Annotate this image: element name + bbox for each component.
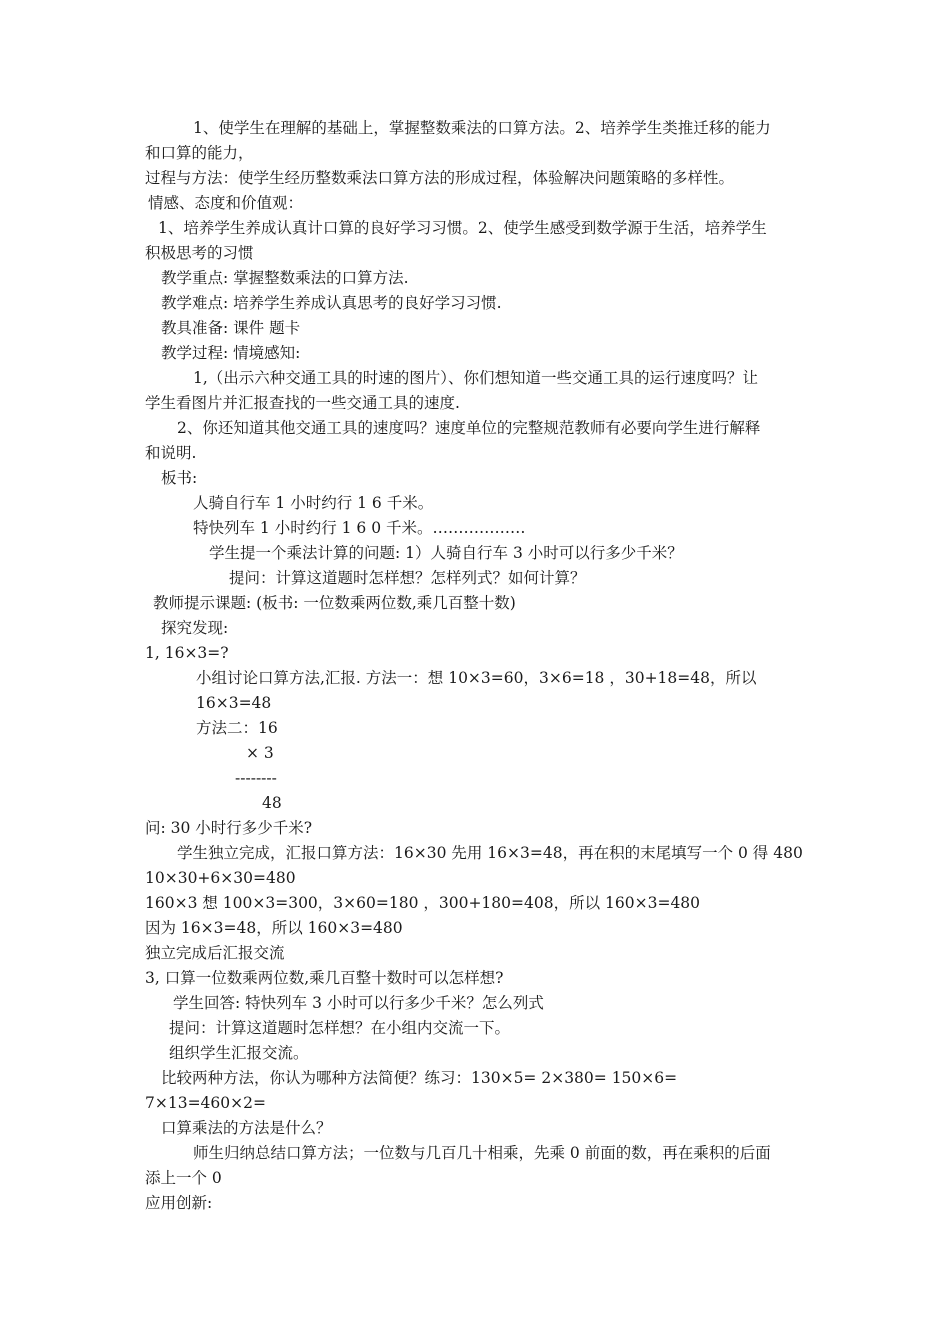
text-line: 教学难点: 培养学生养成认真思考的良好学习习惯. (161, 294, 502, 312)
text-line: 和说明. (145, 444, 197, 462)
text-line: 独立完成后汇报交流 (145, 944, 285, 962)
text-line: 小组讨论口算方法,汇报. 方法一：想 10×3=60，3×6=18 ，30+18=48，所以 (196, 669, 757, 687)
text-line: 7×13=460×2= (145, 1094, 266, 1112)
text-line: 组织学生汇报交流。 (169, 1044, 309, 1062)
text-line: 和口算的能力， (145, 144, 254, 162)
text-line: 情感、态度和价值观： (148, 194, 304, 212)
text-line: 提问：计算这道题时怎样想？怎样列式？如何计算？ (229, 569, 586, 587)
text-line: 探究发现: (161, 619, 229, 637)
text-line: 积极思考的习惯 (145, 244, 254, 262)
text-line: 2、你还知道其他交通工具的速度吗？速度单位的完整规范教师有必要向学生进行解释 (177, 419, 761, 437)
text-line: 10×30+6×30=480 (145, 869, 296, 887)
text-line: 特快列车 1 小时约行 1 6 0 千米。……………… (193, 519, 526, 537)
text-line: 师生归纳总结口算方法；一位数与几百几十相乘，先乘 0 前面的数，再在乘积的后面 (193, 1144, 771, 1162)
text-line: 添上一个 0 (145, 1169, 222, 1187)
text-line: 1、培养学生养成认真计口算的良好学习习惯。2、使学生感受到数学源于生活，培养学生 (158, 219, 767, 237)
text-line: × 3 (246, 744, 274, 762)
text-line: 比较两种方法，你认为哪种方法简便？练习：130×5= 2×380= 150×6= (161, 1069, 678, 1087)
text-line: 应用创新: (145, 1194, 213, 1212)
text-line: 学生回答: 特快列车 3 小时可以行多少千米？怎么列式 (173, 994, 544, 1012)
text-line: 学生看图片并汇报查找的一些交通工具的速度. (145, 394, 460, 412)
text-line: 教学过程: 情境感知: (161, 344, 301, 362)
text-line: 48 (262, 794, 282, 812)
text-line: 教师提示课题: (板书: 一位数乘两位数,乘几百整十数) (153, 594, 516, 612)
text-line: 16×3=48 (196, 694, 272, 712)
text-line: 方法二：16 (196, 719, 278, 737)
text-line: 1, 16×3=? (145, 644, 229, 662)
text-line: -------- (235, 769, 277, 787)
text-line: 1,（出示六种交通工具的时速的图片）、你们想知道一些交通工具的运行速度吗？让 (193, 369, 759, 387)
text-line: 3, 口算一位数乘两位数,乘几百整十数时可以怎样想? (145, 969, 504, 987)
text-line: 人骑自行车 1 小时约行 1 6 千米。 (193, 494, 434, 512)
text-line: 提问：计算这道题时怎样想？在小组内交流一下。 (169, 1019, 511, 1037)
text-line: 因为 16×3=48，所以 160×3=480 (145, 919, 403, 937)
text-line: 学生提一个乘法计算的问题: 1）人骑自行车 3 小时可以行多少千米？ (209, 544, 683, 562)
text-line: 160×3 想 100×3=300，3×60=180 ，300+180=408，所以 160×3=480 (145, 894, 701, 912)
text-line: 问: 30 小时行多少千米? (145, 819, 313, 837)
text-line: 口算乘法的方法是什么？ (161, 1119, 332, 1137)
text-line: 过程与方法：使学生经历整数乘法口算方法的形成过程，体验解决问题策略的多样性。 (145, 169, 735, 187)
text-line: 学生独立完成，汇报口算方法：16×30 先用 16×3=48，再在积的末尾填写一个 0 得 480 (177, 844, 803, 862)
text-line: 教具准备: 课件 题卡 (161, 319, 301, 337)
text-line: 1、使学生在理解的基础上，掌握整数乘法的口算方法。2、培养学生类推迁移的能力 (193, 119, 771, 137)
text-line: 板书: (161, 469, 198, 487)
text-line: 教学重点: 掌握整数乘法的口算方法. (161, 269, 409, 287)
